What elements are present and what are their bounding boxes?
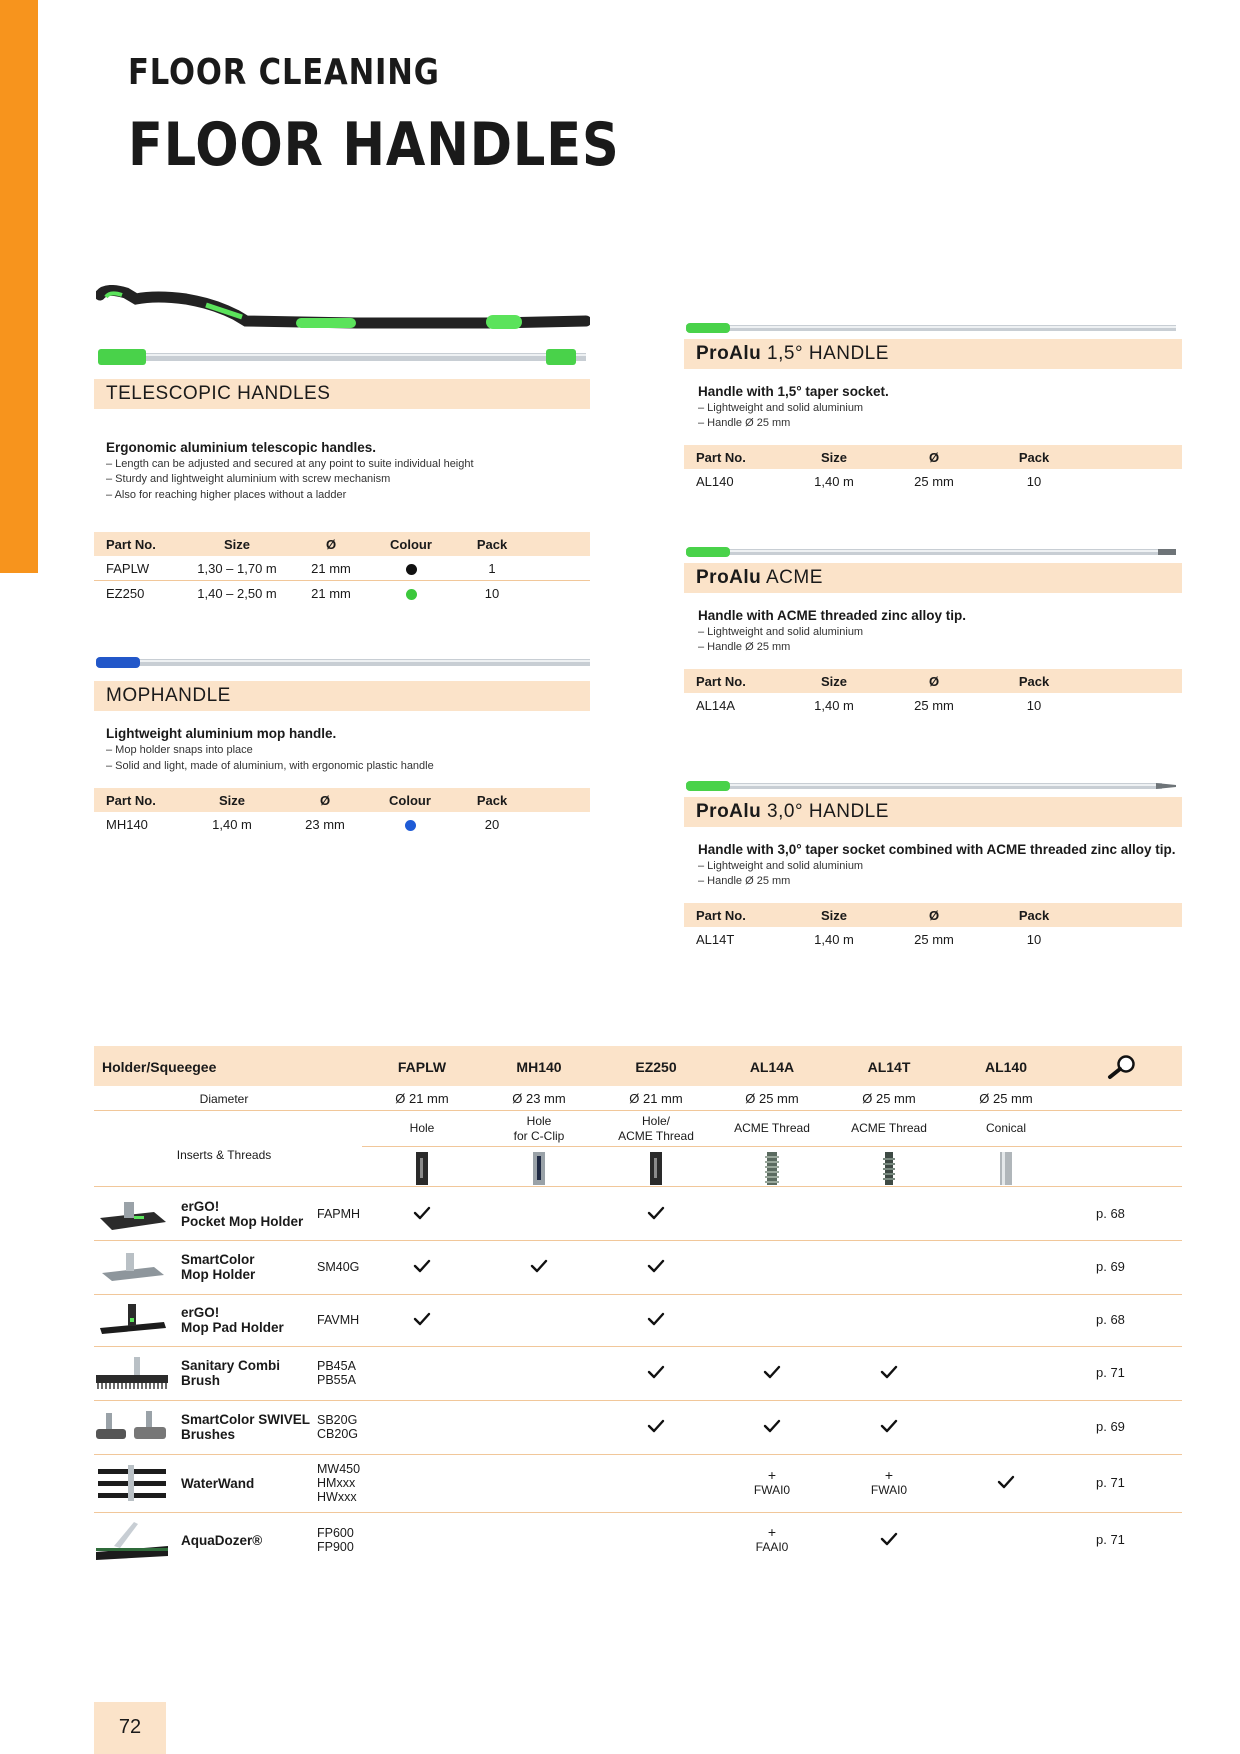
holder-name: SmartColor — [181, 1252, 255, 1267]
col-size: Size — [182, 788, 282, 812]
proalu-15-desc-line: – Lightweight and solid aluminium — [698, 402, 864, 414]
plus-icon: + — [884, 1467, 894, 1483]
proalu-acme-desc-line: – Lightweight and solid aluminium — [698, 626, 864, 638]
check-icon — [647, 1365, 665, 1379]
col-diameter: Ø — [292, 532, 370, 556]
telescopic-handle-image — [96, 285, 590, 371]
holder-code: FAVMH — [317, 1313, 360, 1327]
diameter-value: 21 mm — [311, 585, 351, 601]
holder-name: Mop Holder — [181, 1267, 256, 1282]
size-value: 1,40 m — [814, 473, 854, 489]
pack-value: 20 — [484, 816, 500, 832]
compat-handle-header: FAPLW — [397, 1059, 447, 1075]
size-value: 1,30 – 1,70 m — [182, 556, 292, 581]
insert-type: Conical — [985, 1121, 1027, 1135]
mophandle-desc-line: – Solid and light, made of aluminium, with ergonomic plastic handle — [106, 760, 434, 772]
proalu-30-handle-image — [686, 780, 1178, 792]
product-name: 1,5° HANDLE — [761, 343, 889, 364]
mophandle-spec-table — [94, 788, 590, 836]
table-row — [94, 812, 590, 836]
holder-name: WaterWand — [181, 1475, 255, 1491]
diameter-value: Ø 25 mm — [862, 1091, 916, 1106]
telescopic-heading: TELESCOPIC HANDLES — [94, 379, 590, 409]
insert-tip-icon — [527, 1150, 551, 1186]
col-pack: Pack — [984, 669, 1084, 693]
colour-dot — [405, 820, 416, 831]
divider — [94, 1512, 1182, 1513]
diameter-label: Diameter — [199, 1092, 249, 1106]
check-icon — [647, 1259, 665, 1273]
insert-type: Hole — [409, 1121, 435, 1135]
size-value: 1,40 m — [814, 697, 854, 713]
proalu-15-handle-image — [686, 322, 1178, 334]
holder-thumbnail — [94, 1298, 170, 1342]
part-number: MH140 — [106, 816, 148, 832]
holder-code: PB55A — [317, 1373, 356, 1387]
check-icon — [413, 1312, 431, 1326]
col-part-no: Part No. — [684, 445, 784, 469]
table-row — [94, 556, 590, 581]
holder-code: FP600 — [317, 1526, 354, 1540]
insert-type: ACME Thread — [851, 1121, 927, 1135]
proalu-acme-handle-image — [686, 546, 1178, 558]
section-title: FLOOR CLEANING — [128, 52, 440, 93]
magnifier-icon — [1106, 1054, 1138, 1080]
holder-code: SB20G — [317, 1413, 358, 1427]
page-title: FLOOR HANDLES — [128, 110, 620, 180]
proalu-acme-spec-table — [684, 669, 1182, 717]
part-number: AL14T — [696, 931, 735, 947]
holder-name: Brushes — [181, 1427, 236, 1442]
divider — [94, 1400, 1182, 1401]
page-number-box — [94, 1702, 166, 1754]
mophandle-desc-title: Lightweight aluminium mop handle. — [106, 726, 337, 741]
part-number: AL140 — [696, 473, 734, 489]
diameter-value: Ø 25 mm — [745, 1091, 799, 1106]
col-size: Size — [784, 445, 884, 469]
col-diameter: Ø — [884, 903, 984, 927]
holder-code: HMxxx — [317, 1476, 356, 1490]
table-row — [94, 581, 590, 606]
mophandle-desc-line: – Mop holder snaps into place — [106, 744, 253, 756]
accessory-code: FWAI0 — [753, 1483, 791, 1497]
product-name: ACME — [761, 567, 823, 588]
check-icon — [880, 1532, 898, 1546]
accessory-note — [742, 1525, 802, 1555]
holder-name: erGO! — [181, 1305, 220, 1320]
page-reference: p. 68 — [1096, 1205, 1125, 1221]
insert-tip-icon — [760, 1150, 784, 1186]
page-reference: p. 71 — [1096, 1475, 1125, 1490]
col-pack: Pack — [452, 532, 532, 556]
mophandle-image — [96, 656, 590, 670]
col-colour: Colour — [368, 788, 452, 812]
telescopic-desc-line: – Sturdy and lightweight aluminium with screw mechanism — [106, 473, 391, 485]
diameter-value: Ø 23 mm — [512, 1091, 566, 1106]
diameter-value: 25 mm — [914, 931, 954, 947]
col-diameter: Ø — [884, 669, 984, 693]
col-part-no: Part No. — [94, 532, 182, 556]
page-reference: p. 69 — [1096, 1419, 1125, 1434]
col-diameter: Ø — [884, 445, 984, 469]
diameter-value: Ø 21 mm — [395, 1091, 449, 1106]
divider — [94, 1346, 1182, 1347]
proalu-15-heading — [684, 339, 1182, 369]
col-part-no: Part No. — [684, 669, 784, 693]
size-value: 1,40 – 2,50 m — [197, 585, 277, 601]
holder-code: MW450 — [317, 1462, 361, 1476]
diameter-value: 25 mm — [914, 697, 954, 713]
check-icon — [763, 1365, 781, 1379]
part-number: EZ250 — [106, 585, 145, 601]
check-icon — [880, 1365, 898, 1379]
holder-code: PB45A — [317, 1359, 356, 1373]
proalu-30-desc-title: Handle with 3,0° taper socket combined with ACME threaded zinc alloy tip. — [698, 842, 1176, 857]
size-value: 1,40 m — [212, 816, 252, 832]
proalu-acme-desc-line: – Handle Ø 25 mm — [698, 641, 791, 653]
accent-bar — [0, 0, 38, 573]
table-row — [684, 469, 1182, 493]
col-colour: Colour — [370, 532, 452, 556]
check-icon — [647, 1419, 665, 1433]
product-name: 3,0° HANDLE — [761, 801, 889, 822]
compat-handle-header: MH140 — [516, 1059, 562, 1075]
compat-handle-header: AL14T — [867, 1059, 911, 1075]
accessory-note — [859, 1468, 919, 1498]
holder-thumbnail — [94, 1405, 170, 1449]
colour-dot — [406, 564, 417, 575]
plus-icon: + — [767, 1524, 777, 1540]
page-reference: p. 68 — [1096, 1312, 1125, 1327]
proalu-15-desc-line: – Handle Ø 25 mm — [698, 417, 791, 429]
check-icon — [413, 1259, 431, 1273]
insert-tip-icon — [877, 1150, 901, 1186]
holder-thumbnail — [94, 1245, 170, 1289]
proalu-30-heading — [684, 797, 1182, 827]
holder-thumbnail — [94, 1461, 170, 1505]
check-icon — [647, 1312, 665, 1326]
proalu-acme-desc-title: Handle with ACME threaded zinc alloy tip. — [698, 608, 967, 623]
col-pack: Pack — [984, 903, 1084, 927]
col-size: Size — [182, 532, 292, 556]
telescopic-desc-title: Ergonomic aluminium telescopic handles. — [106, 440, 377, 455]
proalu-30-spec-table — [684, 903, 1182, 951]
insert-type: ACME Thread — [734, 1121, 810, 1135]
insert-tip-icon — [644, 1150, 668, 1186]
divider — [94, 1240, 1182, 1241]
colour-dot — [406, 589, 417, 600]
brand-name: ProAlu — [696, 801, 762, 822]
diameter-value: 25 mm — [914, 473, 954, 489]
accessory-code: FWAI0 — [870, 1483, 908, 1497]
insert-type: Hole — [526, 1114, 552, 1128]
accessory-code: FAAI0 — [755, 1540, 789, 1554]
holder-code: CB20G — [317, 1427, 358, 1441]
holder-thumbnail — [94, 1518, 170, 1562]
holder-code: HWxxx — [317, 1490, 357, 1504]
holder-name: AquaDozer® — [181, 1532, 263, 1548]
compat-handle-header: AL14A — [749, 1059, 795, 1075]
divider — [94, 1110, 1182, 1111]
col-size: Size — [784, 669, 884, 693]
holder-thumbnail — [94, 1192, 170, 1236]
check-icon — [647, 1206, 665, 1220]
col-pack: Pack — [984, 445, 1084, 469]
holder-code: FAPMH — [317, 1206, 361, 1221]
holder-name: SmartColor SWIVEL — [181, 1412, 311, 1427]
divider — [94, 1294, 1182, 1295]
holder-code: FP900 — [317, 1540, 354, 1554]
table-row — [684, 693, 1182, 717]
compat-title: Holder/Squeegee — [102, 1059, 217, 1075]
mophandle-heading: MOPHANDLE — [94, 681, 590, 711]
insert-tip-icon — [994, 1150, 1018, 1186]
check-icon — [763, 1419, 781, 1433]
diameter-value: 23 mm — [305, 816, 345, 832]
col-pack: Pack — [452, 788, 532, 812]
holder-name: Brush — [181, 1373, 221, 1388]
holder-code: SM40G — [317, 1260, 360, 1274]
diameter-value: Ø 25 mm — [979, 1091, 1033, 1106]
telescopic-desc-line: – Length can be adjusted and secured at any point to suite individual height — [106, 458, 474, 470]
holder-thumbnail — [94, 1351, 170, 1395]
brand-name: ProAlu — [696, 343, 762, 364]
proalu-15-desc-title: Handle with 1,5° taper socket. — [698, 384, 889, 399]
part-number: FAPLW — [94, 556, 182, 581]
telescopic-spec-table — [94, 532, 590, 605]
table-row — [684, 927, 1182, 951]
col-part-no: Part No. — [94, 788, 182, 812]
insert-type: ACME Thread — [618, 1129, 694, 1143]
inserts-label: Inserts & Threads — [176, 1148, 272, 1162]
brand-name: ProAlu — [696, 567, 762, 588]
proalu-30-desc-line: – Handle Ø 25 mm — [698, 875, 791, 887]
pack-value: 10 — [484, 585, 500, 601]
compat-handle-header: AL140 — [984, 1059, 1028, 1075]
check-icon — [413, 1206, 431, 1220]
compat-handle-header: EZ250 — [635, 1059, 677, 1075]
pack-value: 1 — [452, 556, 532, 581]
insert-tip-icon — [410, 1150, 434, 1186]
part-number: AL14A — [696, 697, 736, 713]
holder-name: erGO! — [181, 1198, 220, 1214]
col-size: Size — [784, 903, 884, 927]
check-icon — [530, 1259, 548, 1273]
page-reference: p. 71 — [1096, 1532, 1125, 1547]
page-reference: p. 71 — [1096, 1365, 1125, 1380]
insert-type: Hole/ — [641, 1114, 670, 1128]
divider — [94, 1186, 1182, 1187]
diameter-value: 21 mm — [292, 556, 370, 581]
holder-name: Mop Pad Holder — [181, 1320, 284, 1335]
size-value: 1,40 m — [814, 931, 854, 947]
diameter-value: Ø 21 mm — [629, 1091, 683, 1106]
proalu-30-desc-line: – Lightweight and solid aluminium — [698, 860, 864, 872]
proalu-acme-heading — [684, 563, 1182, 593]
divider — [362, 1146, 1182, 1147]
pack-value: 10 — [1026, 473, 1042, 489]
pack-value: 10 — [1026, 697, 1042, 713]
holder-name: Sanitary Combi — [181, 1358, 281, 1373]
holder-name: Pocket Mop Holder — [181, 1213, 304, 1229]
proalu-15-spec-table — [684, 445, 1182, 493]
page-reference: p. 69 — [1096, 1259, 1125, 1274]
divider — [94, 1454, 1182, 1455]
pack-value: 10 — [1026, 931, 1042, 947]
insert-type: for C-Clip — [513, 1129, 565, 1143]
telescopic-desc-line: – Also for reaching higher places without a ladder — [106, 489, 347, 501]
plus-icon: + — [767, 1467, 777, 1483]
page-number: 72 — [118, 1716, 142, 1738]
check-icon — [997, 1475, 1015, 1489]
accessory-note — [742, 1468, 802, 1498]
col-diameter: Ø — [282, 788, 368, 812]
col-part-no: Part No. — [684, 903, 784, 927]
check-icon — [880, 1419, 898, 1433]
